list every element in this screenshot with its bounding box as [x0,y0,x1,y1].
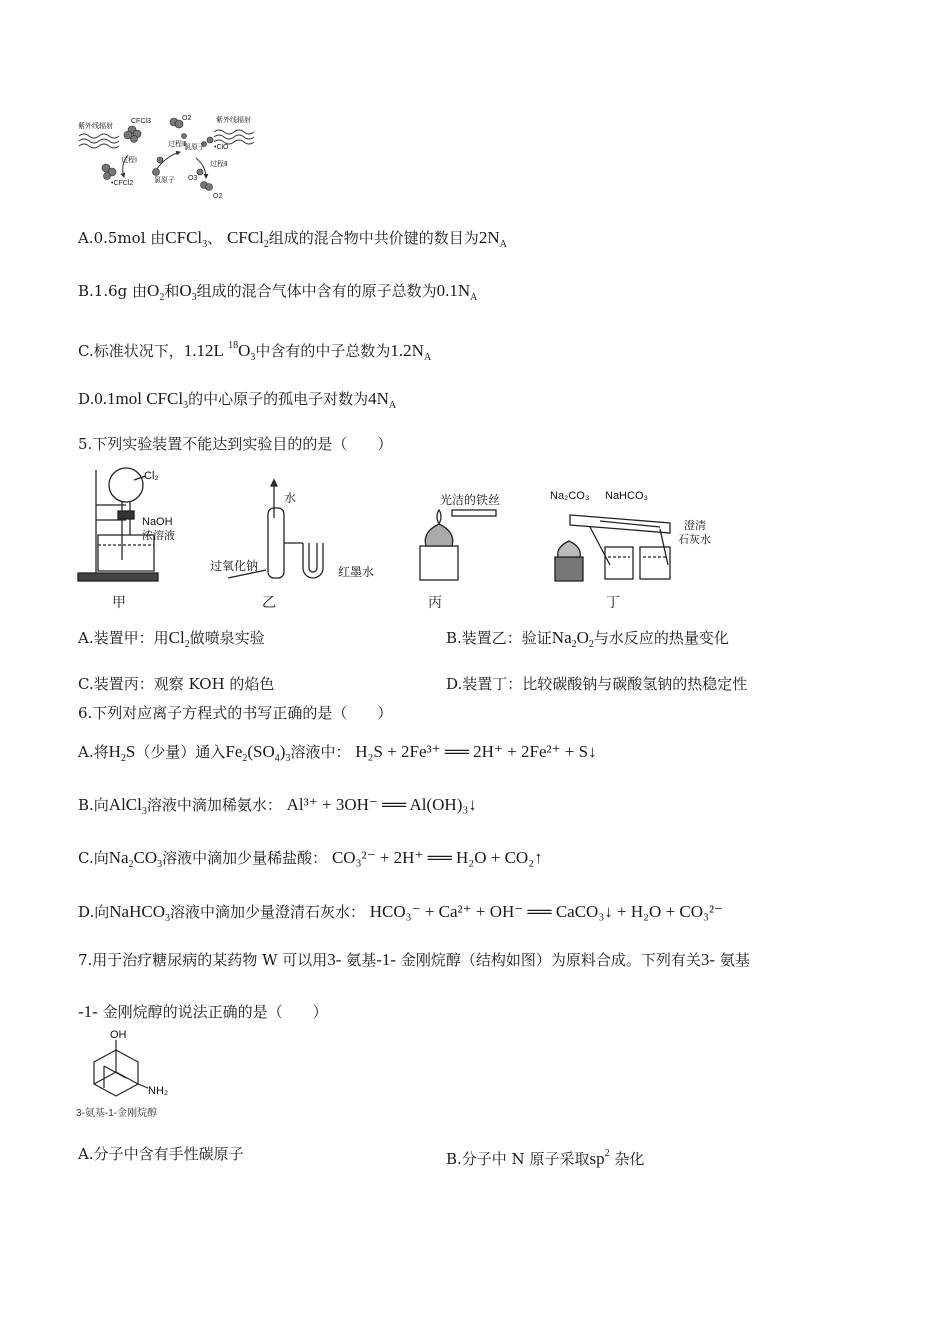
clo-label: •ClO [214,144,229,151]
adamantane-structure [76,1026,186,1122]
oh-label: OH [110,1029,127,1041]
q6-option-d: D.向NaHCO$_3$溶液中滴加少量澄清石灰水： HCO₃⁻ + Ca²⁺ + OH⁻ ══ CaCO₃↓ + H₂O + CO₃²⁻ [78,902,724,924]
nh2-label: NH₂ [148,1085,169,1097]
q4-option-b: B.1.6g 由$O_2$和$O_3$组成的混合气体中含有的原子总数为$0.1N_A$ [78,281,478,303]
caption-yi: 乙 [262,595,276,611]
q6-option-a: A.将$H_2S$（少量）通入$Fe_2(SO_4)_3$溶液中： H₂S + 2Fe³⁺ ══ 2H⁺ + 2Fe²⁺ + S↓ [78,742,597,764]
jia-naoh-label-2: 浓溶液 [142,530,175,542]
caption-jia: 甲 [112,595,126,611]
process3-label: 过程Ⅲ [168,141,187,148]
q6-stem: 6.下列对应离子方程式的书写正确的是（ ） [78,704,393,722]
q5-option-a: A.装置甲：用$Cl_2$做喷泉实验 [78,628,265,650]
cl-atom-label-2: 氯原子 [154,177,175,184]
process2-label: 过程Ⅱ [210,161,228,168]
structure-caption: 3-氨基-1-金刚烷醇 [76,1108,158,1119]
process1-label: 过程Ⅰ [121,157,138,164]
q7-stem-line2: -1- 金刚烷醇的说法正确的是（ ） [78,1002,328,1021]
q5-stem: 5.下列实验装置不能达到实验目的的是（ ） [78,435,393,453]
cfcl3-label: CFCl3 [131,118,151,125]
ding-na2co3-label: Na₂CO₃ [550,490,590,502]
caption-bing: 丙 [428,595,442,611]
caption-ding: 丁 [606,595,620,611]
q7-option-b: B.分子中 N 原子采取$sp^2$ 杂化 [446,1148,645,1168]
ding-lime-label: 澄清 [684,520,706,532]
q6-c-equation: CO₃²⁻ + 2H⁺ ══ H₂O + CO₂↑ [331,848,543,867]
q4-option-d: D.0.1mol CFCl$_3$的中心原子的孤电子对数为$4N_A$ [78,389,397,411]
jia-cl2-label: Cl₂ [144,470,159,482]
q5-option-b: B.装置乙：验证$Na_2O_2$与水反应的热量变化 [446,628,729,650]
apparatus-jia [76,465,186,585]
ding-lime-label-2: 石灰水 [678,534,711,546]
q5-option-c: C.装置丙：观察 KOH 的焰色 [78,675,275,693]
yi-na2o2-label: 过氧化钠 [210,559,259,573]
cfcl2-label: •CFCl2 [111,180,134,187]
o2-label: O2 [182,115,192,122]
q6-option-c: C.向$Na_2CO_3$溶液中滴加少量稀盐酸： CO₃²⁻ + 2H⁺ ══ H₂O + CO₂↑ [78,848,543,870]
apparatus-yi [208,478,393,583]
apparatus-bing [410,488,520,583]
uv-label-left: 紫外线辐射 [78,123,113,130]
q6-b-equation: Al³⁺ + 3OH⁻ ══ Al(OH)₃↓ [286,795,477,814]
o2-label-2: O2 [213,193,223,200]
q7-option-a: A.分子中含有手性碳原子 [78,1145,244,1163]
o3-label: O3 [188,175,198,182]
q6-option-b: B.向AlCl$_3$溶液中滴加稀氨水： Al³⁺ + 3OH⁻ ══ Al(OH)₃↓ [78,795,477,817]
q4-option-c: C.标准状况下，1.12L $^{18}O_3$中含有的中子总数为$1.2N_A$ [78,340,432,363]
ding-nahco3-label: NaHCO₃ [605,490,648,502]
uv-label-right: 紫外线辐射 [216,117,251,124]
yi-water-label: 水 [284,491,297,505]
q7-stem-line1: 7.用于治疗糖尿病的某药物 W 可以用3- 氨基-1- 金刚烷醇（结构如图）为原料合成。下列有关3- 氨基 [78,950,750,969]
q5-option-d: D.装置丁：比较碳酸钠与碳酸氢钠的热稳定性 [446,675,748,693]
ozone-cycle-diagram [76,110,266,202]
q6-d-equation: HCO₃⁻ + Ca²⁺ + OH⁻ ══ CaCO₃↓ + H₂O + CO₃²⁻ [369,902,724,921]
apparatus-ding [550,485,725,585]
yi-ink-label: 红墨水 [338,565,375,579]
q6-a-equation: H₂S + 2Fe³⁺ ══ 2H⁺ + 2Fe²⁺ + S↓ [355,742,597,761]
jia-naoh-label: NaOH [142,516,173,528]
q4-option-a: A.0.5mol 由CFCl$_3$、 CFCl$_2$组成的混合物中共价键的数目为$2N_A$ [78,228,507,250]
bing-wire-label: 光洁的铁丝 [440,493,501,507]
cl-atom-label: 氯原子 [184,144,205,151]
